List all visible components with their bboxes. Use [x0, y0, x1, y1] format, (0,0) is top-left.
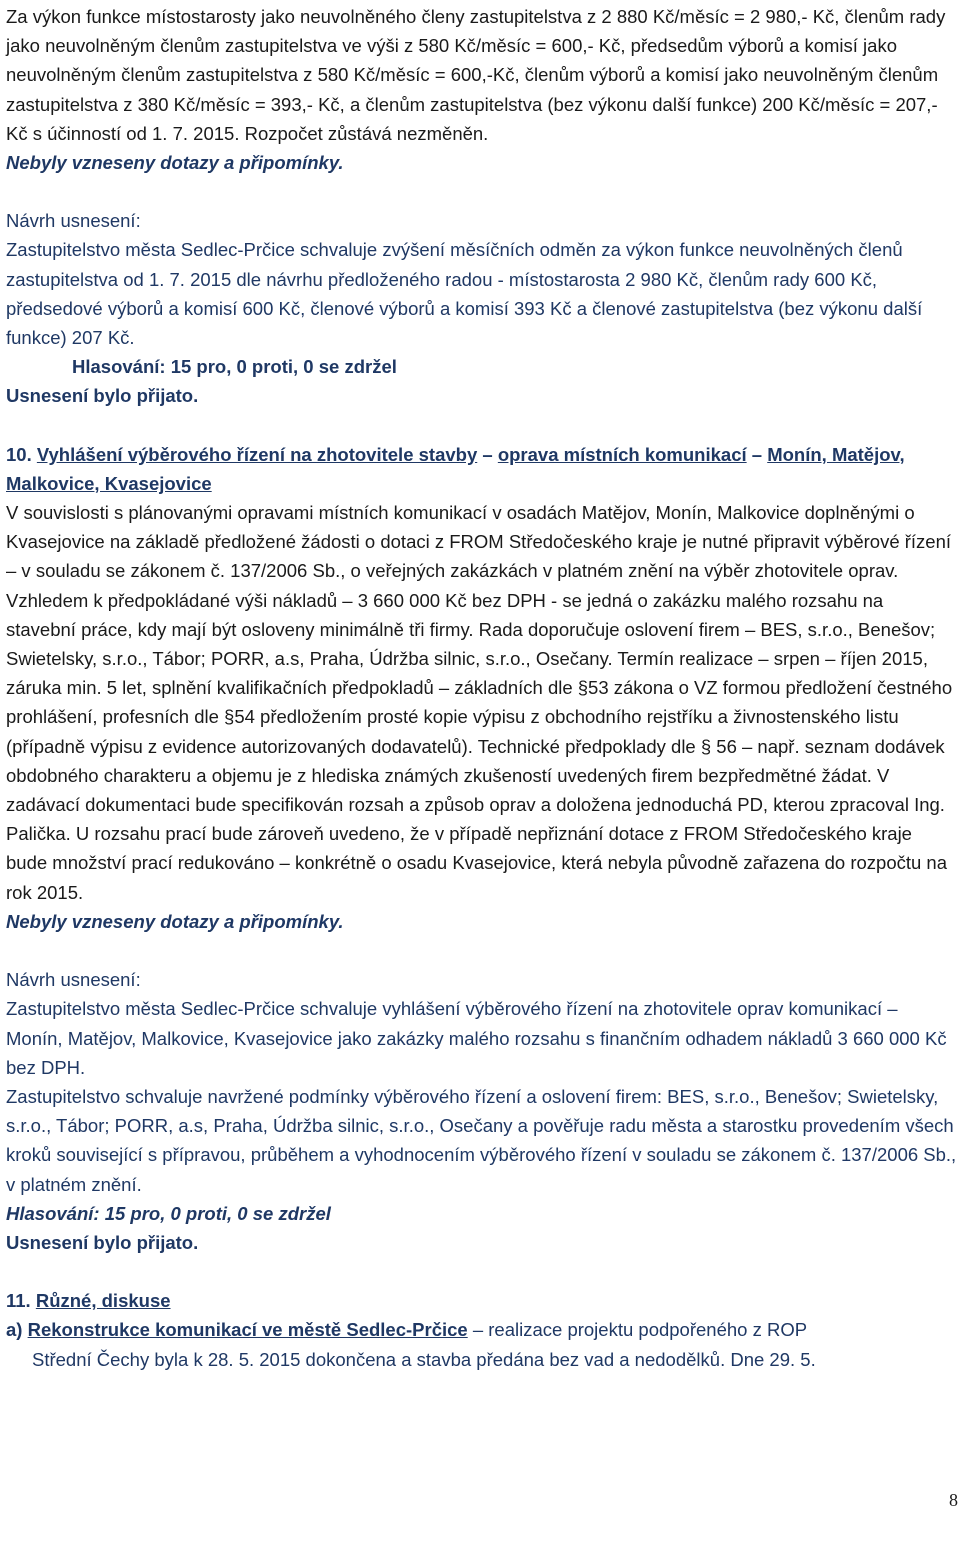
vote-result: Hlasování: 15 pro, 0 proti, 0 se zdržel [72, 356, 397, 378]
section-body: V souvislosti s plánovanými opravami místních komunikací v osadách Matějov, Monín, Malkovice doplněnými o Kvasejovice na základě předložené žádosti o dotaci z FROM Středočeského kraje je nutné připravit výběrové řízení – v souladu se zákonem č. 137/2006 Sb., o veřejných zakázkách v platném znění na výběr zhotovitele oprav. Vzhledem k předpokládané výši nákladů – 3 660 000 Kč bez DPH - se jedná o zakázku malého rozsahu na stavební práce, kdy mají být osloveny minimálně tři firmy. Rada doporučuje oslovení firem – BES, s.r.o., Benešov; Swietelsky, s.r.o., Tábor; PORR, a.s, Praha, Údržba silnic, s.r.o., Osečany. Termín realizace – srpen – říjen 2015, záruka min. 5 let, splnění kvalifikačních předpokladů – základních dle §53 zákona o VZ formou předložení čestného prohlášení, profesních dle §54 předložením prosté kopie výpisu z obchodního rejstříku a živnostenského listu (případně výpisu z evidence autorizovaných dodavatelů). Technické předpoklady dle § 56 – např. seznam dodávek obdobného charakteru a objemu je z hlediska známých zkušeností uvedených firem bezpředmětné žádat. V zadávací dokumentaci bude specifikován rozsah a způsob oprav a doložena jednoduchá PD, kterou zpracoval Ing. Palička. U rozsahu prací bude zároveň uvedeno, že v případě nepřiznání dotace z FROM Středočeského kraje bude množství prací redukováno – konkrétně o osadu Kvasejovice, která nebyla původně zařazena do rozpočtu na rok 2015. [6, 502, 953, 903]
section-heading [6, 440, 958, 498]
item-title: Rekonstrukce komunikací ve městě Sedlec-Prčice [27, 1319, 468, 1341]
vote-result: Hlasování: 15 pro, 0 proti, 0 se zdržel [6, 1202, 331, 1224]
spacer [6, 411, 958, 440]
proposal-text: Zastupitelstvo města Sedlec-Prčice schvaluje zvýšení měsíčních odměn za výkon funkce neuvolněných členů zastupitelstva od 1. 7. 2015 dle návrhu předloženého radou - místostarosta 2 980 Kč, členům rady 600 Kč, předsedové výborů a komisí 600 Kč, členové výborů a komisí 393 Kč a členové zastupitelstva (bez výkonu další funkce) 207 Kč. [6, 239, 923, 349]
spacer [6, 936, 958, 965]
resolution-result: Usnesení bylo přijato. [6, 1231, 199, 1253]
proposal-label: Návrh usnesení: [6, 969, 141, 991]
section-places: Monín, Matějov, Malkovice, Kvasejovice [6, 443, 905, 494]
resolution-result: Usnesení bylo přijato. [6, 385, 199, 407]
spacer [6, 177, 958, 206]
no-questions-note: Nebyly vzneseny dotazy a připomínky. [6, 910, 344, 932]
list-item [6, 1315, 958, 1344]
proposal-label: Návrh usnesení: [6, 210, 141, 232]
spacer [6, 1257, 958, 1286]
heading-dash: – [751, 443, 763, 465]
section-title: Vyhlášení výběrového řízení na zhotovitele stavby [36, 443, 478, 465]
section-heading [6, 1286, 958, 1315]
item-text: – realizace projektu podpořeného z ROP [472, 1319, 808, 1341]
item-prefix: a) [6, 1319, 23, 1341]
item-continuation: Střední Čechy byla k 28. 5. 2015 dokončena a stavba předána bez vad a nedodělků. Dne 29. 5. [32, 1348, 816, 1370]
section-subject: oprava místních komunikací [497, 443, 747, 465]
heading-dash: – [482, 443, 493, 465]
section-number: 10. [6, 443, 32, 465]
proposal-text: Zastupitelstvo města Sedlec-Prčice schvaluje vyhlášení výběrového řízení na zhotovitele oprav komunikací – Monín, Matějov, Malkovice, Kvasejovice jako zakázky malého rozsahu s finančním odhadem nákladů 3 660 000 Kč bez DPH. [6, 998, 947, 1078]
document-page [6, 2, 958, 1374]
intro-paragraph: Za výkon funkce místostarosty jako neuvolněného členy zastupitelstva z 2 880 Kč/měsíc = 2 980,- Kč, členům rady jako neuvolněným členům zastupitelstva ve výši z 580 Kč/měsíc = 600,- Kč, předsedům výborů a komisí jako neuvolněným členům zastupitelstva z 580 Kč/měsíc = 600,-Kč, členům výborů a komisí jako neuvolněným členům zastupitelstva z 380 Kč/měsíc = 393,- Kč, a členům zastupitelstva (bez výkonu další funkce) 200 Kč/měsíc = 207,- Kč s účinností od 1. 7. 2015. Rozpočet zůstává nezměněn. [6, 6, 946, 144]
page-number: 8 [949, 1490, 958, 1510]
no-questions-note: Nebyly vzneseny dotazy a připomínky. [6, 152, 344, 174]
section-title: Různé, diskuse [35, 1290, 171, 1312]
section-number: 11. [6, 1290, 31, 1312]
proposal-text: Zastupitelstvo schvaluje navržené podmínky výběrového řízení a oslovení firem: BES, s.r.o., Benešov; Swietelsky, s.r.o., Tábor; PORR, a.s, Praha, Údržba silnic, s.r.o., Osečany a pověřuje radu města a starostku provedením všech kroků související s přípravou, průběhem a vyhodnocením výběrového řízení v souladu se zákonem č. 137/2006 Sb., v platném znění. [6, 1085, 957, 1195]
